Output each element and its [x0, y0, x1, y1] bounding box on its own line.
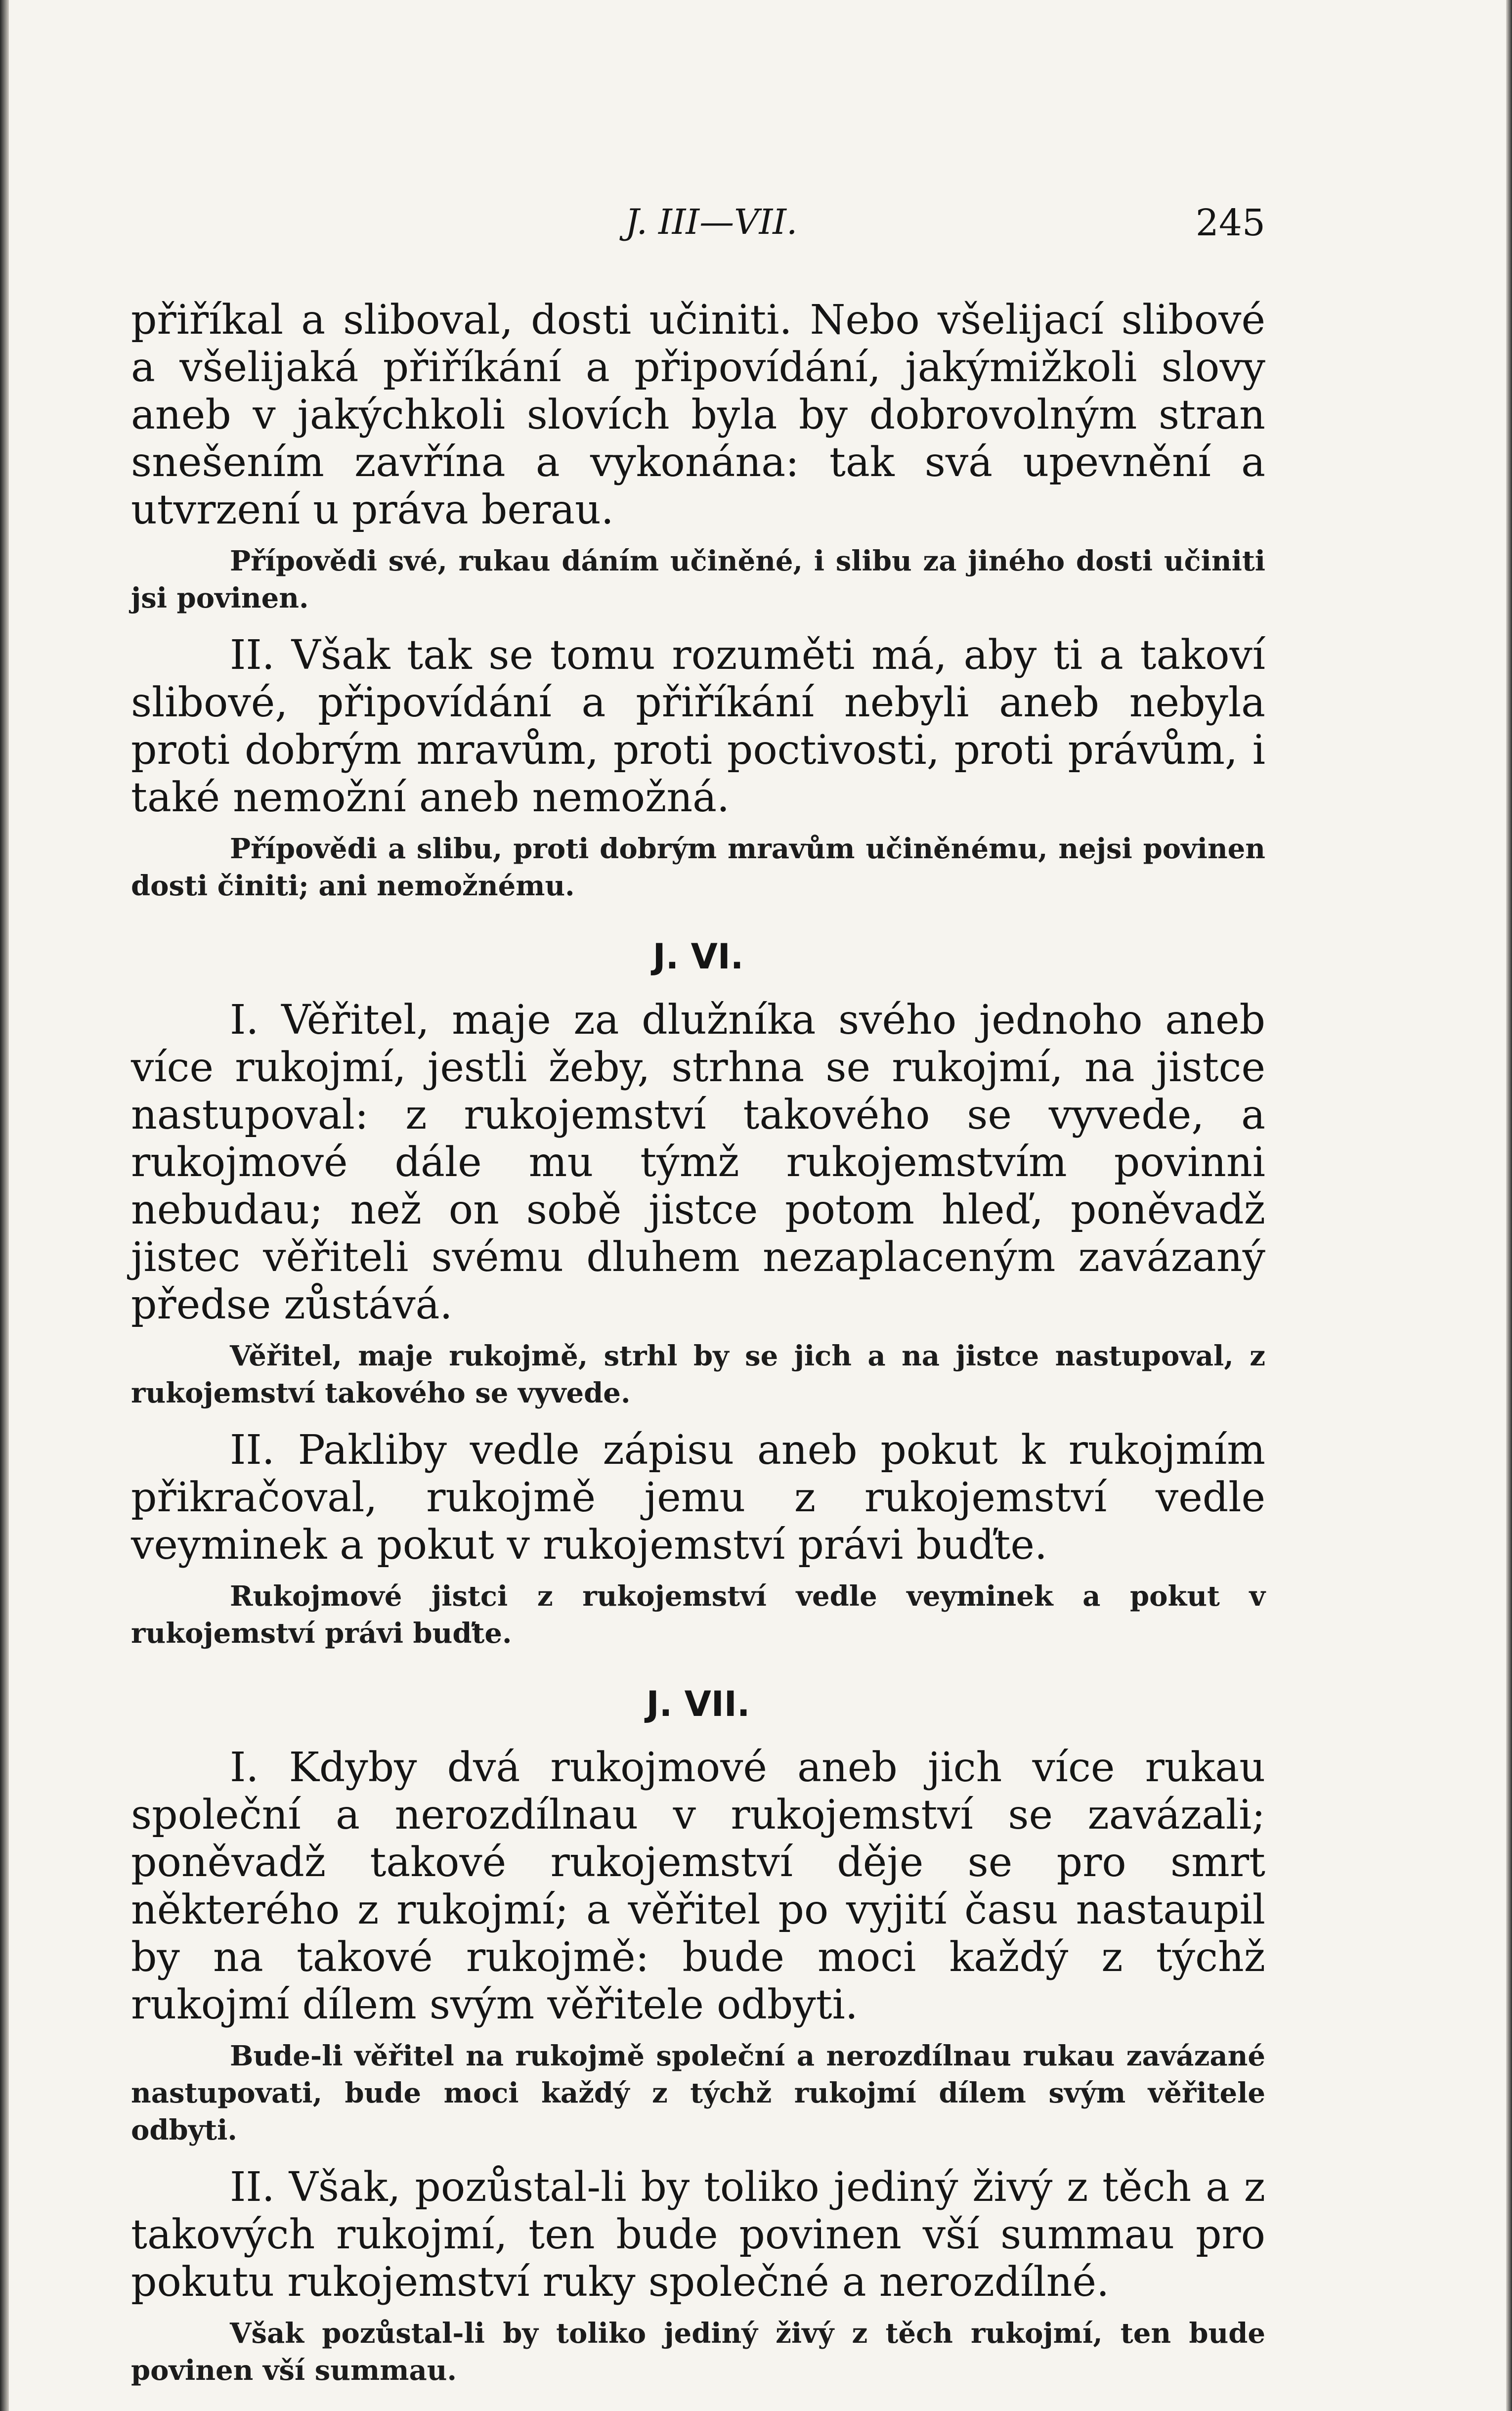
scan-edge-left — [0, 0, 9, 2411]
marginal-summary: Však pozůstal-li by toliko jediný živý z těch rukojmí, ten bude povinen vší summau. — [131, 2317, 1265, 2387]
paragraph: I. Kdyby dvá rukojmové aneb jich více rukau společní a nerozdílnau v rukojemství se zavázali; poněvadž takové rukojemství děje se pro smrt některého z rukojmí; a věřitel po vyjití času nastaupil by na takové rukojmě: bude moci každý z týchž rukojmí dílem svým věřitele odbyti. — [131, 1744, 1265, 2028]
page-number: 245 — [1195, 202, 1265, 244]
marginal-summary: Přípovědi své, rukau dáním učiněné, i slibu za jiného dosti učiniti jsi povinen. — [131, 545, 1265, 614]
scan-edge-right — [1506, 0, 1512, 2411]
page-header — [131, 202, 1265, 256]
marginal-summary: Věřitel, maje rukojmě, strhl by se jich a na jistce nastupoval, z rukojemství takového se vyvede. — [131, 1340, 1265, 1409]
paragraph: II. Však tak se tomu rozuměti má, aby ti a takoví slibové, připovídání a přiříkání nebyli aneb nebyla proti dobrým mravům, proti poctivosti, proti právům, i také nemožní aneb nemožná. — [131, 632, 1265, 821]
running-head: J. III—VII. — [625, 202, 798, 242]
paragraph: I. Věřitel, maje za dlužníka svého jednoho aneb více rukojmí, jestli žeby, strhna se rukojmí, na jistce nastupoval: z rukojemství takového se vyvede, a rukojmové dále mu týmž rukojemstvím povinni nebudau; než on sobě jistce potom hleď, poněvadž jistec věřiteli svému dluhem nezaplaceným zavázaný předse zůstává. — [131, 997, 1265, 1328]
marginal-summary: Bude-li věřitel na rukojmě společní a nerozdílnau rukau zavázané nastupovati, bude moci každý z týchž rukojmí dílem svým věřitele odbyti. — [131, 2040, 1265, 2147]
page-body — [131, 297, 1265, 2389]
marginal-summary: Přípovědi a slibu, proti dobrým mravům učiněnému, nejsi povinen dosti činiti; ani nemožnému. — [131, 833, 1265, 902]
paragraph: II. Však, pozůstal-li by toliko jediný živý z těch a z takových rukojmí, ten bude povinen vší summau pro pokutu rukojemství ruky společné a nerozdílné. — [131, 2164, 1265, 2306]
section-heading: J. VII. — [646, 1684, 750, 1724]
paragraph: přiříkal a slibоval, dosti učiniti. Nebo všelijací slibové a všelijaká přiříkání a připovídání, jakýmižkoli slovy aneb v jakýchkoli slovích byla by dobrovolným stran snešením zavřína a vykonána: tak svá upevnění a utvrzení u práva berau. — [131, 297, 1265, 533]
section-heading: J. VI. — [652, 936, 744, 977]
paragraph: II. Pakliby vedle zápisu aneb pokut k rukojmím přikračoval, rukojmě jemu z rukojemství vedle veyminek a pokut v rukojemství právi buďte. — [131, 1427, 1265, 1569]
marginal-summary: Rukojmové jistci z rukojemství vedle veyminek a pokut v rukojemství právi buďte. — [131, 1580, 1265, 1650]
